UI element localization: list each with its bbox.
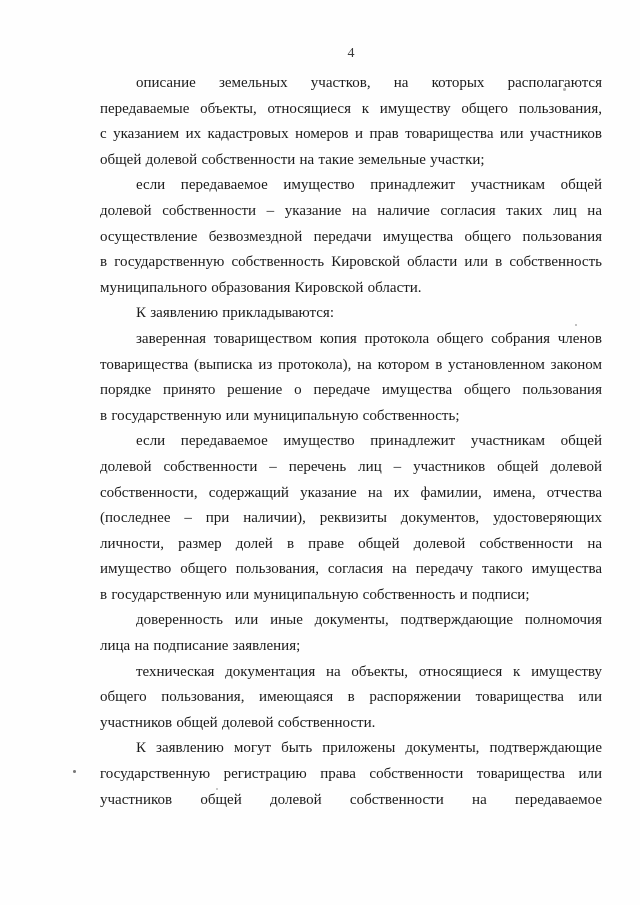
text-line: заверенная товариществом копия протокола общего собрания членов bbox=[136, 330, 602, 347]
text-line: порядке принято решение о передаче имущества общего пользования bbox=[100, 382, 602, 399]
text-line: участников общей долевой собственности. bbox=[100, 714, 376, 731]
text-line: имущество общего пользования, согласия на передачу такого имущества bbox=[100, 561, 602, 578]
paragraph bbox=[100, 327, 602, 429]
scan-artifact-dot bbox=[73, 770, 76, 773]
text-line: передаваемые объекты, относящиеся к имуществу общего пользования, bbox=[100, 100, 602, 117]
text-line: в государственную собственность Кировской области или в собственность bbox=[100, 254, 602, 271]
text-line: осуществление безвозмездной передачи имущества общего пользования bbox=[100, 228, 602, 245]
document-text-body bbox=[100, 71, 602, 813]
text-line: государственную регистрацию права собственности товарищества или bbox=[100, 766, 602, 783]
text-line: товарищества (выписка из протокола), на котором в установленном законом bbox=[100, 356, 602, 373]
text-line: личности, размер долей в праве общей долевой собственности на bbox=[100, 535, 602, 552]
text-line: общего пользования, имеющаяся в распоряжении товарищества или bbox=[100, 689, 602, 706]
text-line: К заявлению прикладываются: bbox=[136, 305, 334, 322]
paragraph bbox=[100, 173, 602, 301]
text-line: доверенность или иные документы, подтверждающие полномочия bbox=[136, 612, 602, 629]
text-line: в государственную или муниципальную собственность и подписи; bbox=[100, 586, 530, 603]
page-number: 4 bbox=[347, 46, 355, 61]
text-line: с указанием их кадастровых номеров и прав товарищества или участников bbox=[100, 126, 602, 143]
paragraph bbox=[100, 71, 602, 173]
paragraph bbox=[100, 660, 602, 737]
text-line: долевой собственности – перечень лиц – участников общей долевой bbox=[100, 458, 602, 475]
text-line: участников общей долевой собственности на передаваемое bbox=[100, 791, 602, 808]
text-line: описание земельных участков, на которых располагаются bbox=[136, 75, 602, 91]
text-line: лица на подписание заявления; bbox=[100, 638, 301, 655]
text-line: общей долевой собственности на такие земельные участки; bbox=[100, 151, 485, 168]
text-line: К заявлению могут быть приложены документы, подтверждающие bbox=[136, 740, 602, 757]
paragraph bbox=[100, 429, 602, 608]
paragraph bbox=[100, 608, 602, 659]
text-line: если передаваемое имущество принадлежит участникам общей bbox=[136, 177, 602, 194]
text-line: если передаваемое имущество принадлежит участникам общей bbox=[136, 433, 602, 450]
text-line: (последнее – при наличии), реквизиты документов, удостоверяющих bbox=[100, 510, 602, 527]
paragraph bbox=[100, 301, 602, 327]
paragraph bbox=[100, 736, 602, 813]
text-line: собственности, содержащий указание на их фамилии, имена, отчества bbox=[100, 484, 602, 501]
text-line: долевой собственности – указание на наличие согласия таких лиц на bbox=[100, 202, 602, 219]
text-line: муниципального образования Кировской области. bbox=[100, 279, 422, 296]
text-line: техническая документация на объекты, относящиеся к имуществу bbox=[136, 663, 602, 680]
text-line: в государственную или муниципальную собственность; bbox=[100, 407, 460, 424]
scan-artifact-dot bbox=[575, 324, 577, 326]
scan-artifact-dot bbox=[216, 788, 218, 790]
scan-artifact-dot bbox=[563, 88, 566, 91]
